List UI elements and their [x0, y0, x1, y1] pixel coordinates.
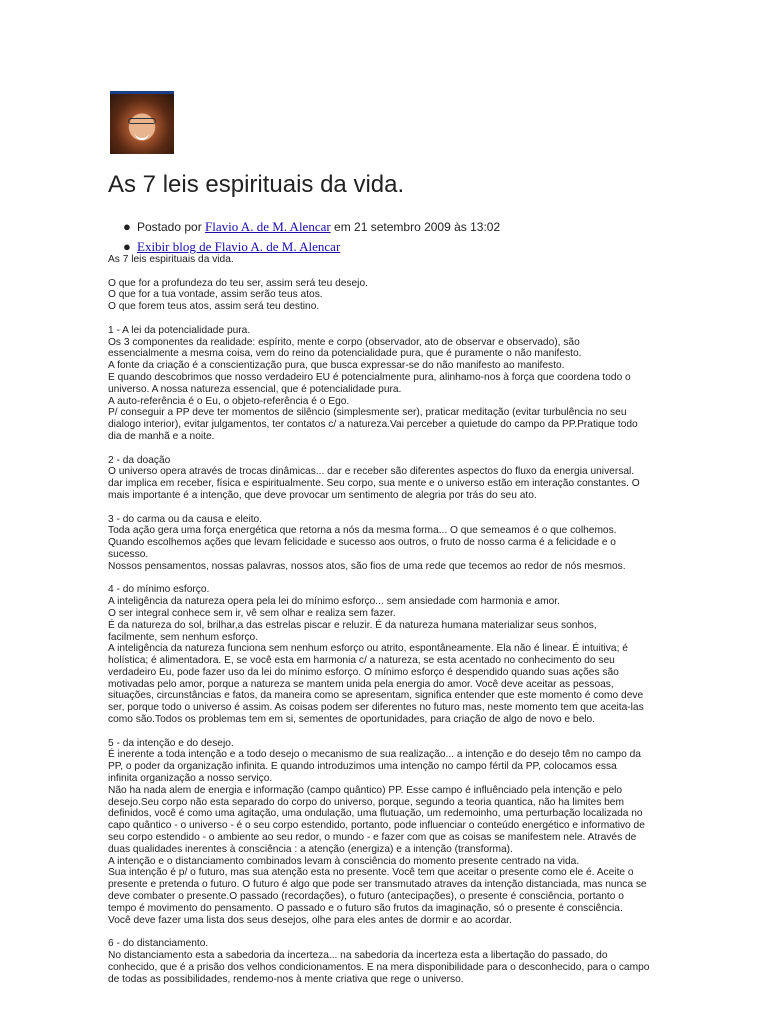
bullet-icon: ●: [123, 239, 131, 254]
bullet-icon: ●: [123, 219, 131, 234]
paragraph-line: sucesso.: [108, 548, 149, 560]
avatar-glasses: [128, 118, 156, 124]
paragraph-line: A intenção e o distanciamento combinados levam à consciência do momento presente centrado na vida.: [108, 855, 580, 867]
paragraph-line: universo. A nossa natureza essencial, que é potencialidade pura.: [108, 383, 402, 395]
paragraph-line: 6 - do distanciamento.: [108, 938, 209, 950]
post-paragraph: [108, 325, 668, 443]
paragraph-line: O ser integral conhece sem ir, vê sem olhar e realiza sem fazer.: [108, 607, 396, 619]
paragraph-line: seu corpo estendido - o ambiente ao seu redor, o mundo - e fazer com que as coisas se manifestem nele. Através de: [108, 832, 637, 844]
posted-date: em 21 setembro 2009 às 13:02: [330, 220, 501, 234]
paragraph-line: O que forem teus atos, assim será teu destino.: [108, 301, 320, 313]
paragraph-line: deve combater o presente.O passado (recordações), o futuro (antecipações), o presente é consciência, portanto o: [108, 891, 624, 903]
paragraph-line: Você deve fazer uma lista dos seus desejos, olhe para eles antes de dormir e ao acordar.: [108, 914, 512, 926]
post-meta: [123, 219, 501, 259]
paragraph-line: Toda ação gera uma força energética que retorna a nós da mesma forma... O que semeamos é o que colhemos.: [108, 525, 617, 537]
author-link[interactable]: Flavio A. de M. Alencar: [205, 219, 331, 234]
paragraph-line: A fonte da criação é a conscientização pura, que busca expressar-se do não manifesto ao manifesto.: [108, 360, 565, 372]
view-blog-link[interactable]: Exibir blog de Flavio A. de M. Alencar: [137, 239, 341, 254]
paragraph-line: Sua intenção é p/ o futuro, mas sua atenção esta no presente. Você tem que aceitar o presente como ele é. Aceite o: [108, 867, 634, 879]
paragraph-line: verdadeiro Eu, pode fazer uso da lei do mínimo esforço. O mínimo esforço é despendido quando suas ações são: [108, 666, 619, 678]
post-body: [108, 254, 668, 997]
paragraph-line: A inteligência da natureza opera pela lei do mínimo esforço... sem ansiedade com harmonia e amor.: [108, 596, 560, 608]
paragraph-line: A auto-referência é o Eu, o objeto-referência é o Ego.: [108, 395, 350, 407]
paragraph-line: conhecido, que é a prisão dos velhos condicionamentos. E na mera disponibilidade para o desconhecido, para o campo: [108, 961, 650, 973]
paragraph-line: 3 - do carma ou da causa e eleito.: [108, 513, 263, 525]
paragraph-line: O universo opera através de trocas dinâmicas... dar e receber são diferentes aspectos do fluxo da energia universal.: [108, 466, 635, 478]
post-paragraph: [108, 455, 668, 502]
paragraph-line: Os 3 componentes da realidade: espírito, mente e corpo (observador, ato de observar e observado), são: [108, 336, 580, 348]
paragraph-line: 4 - do mínimo esforço.: [108, 584, 210, 596]
paragraph-line: As 7 leis espirituais da vida.: [108, 254, 234, 265]
paragraph-line: motivadas pelo amor, porque a natureza se mantem unida pela energia do amor. Você deve aceitar as pessoas,: [108, 678, 614, 690]
paragraph-line: Nossos pensamentos, nossas palavras, nossos atos, são fios de uma rede que tecemos ao redor de nós mesmos.: [108, 560, 626, 572]
paragraph-line: definidos, você é como uma agitação, uma ondulação, uma flutuação, um redemoinho, uma perturbação localizada no: [108, 808, 643, 820]
paragraph-line: duas qualidades inerentes à consciência : a atenção (energiza) e a intenção (transforma).: [108, 843, 513, 855]
paragraph-line: É da natureza do sol, brilhar,a das estrelas piscar e reluzir. É da natureza humana materializar seus sonhos,: [108, 619, 597, 631]
paragraph-line: No distanciamento esta a sabedoria da incerteza... na sabedoria da incerteza esta a libertação do passado, do: [108, 950, 608, 962]
paragraph-line: infinita organização a nosso serviço.: [108, 773, 273, 785]
paragraph-line: capo quântico - o universo - é o seu corpo estendido, portanto, pode influenciar o conteúdo energético e informativo de: [108, 820, 645, 832]
paragraph-line: essencialmente a mesma coisa, vem do reino da potencialidade pura, que é puramente o não manifesto.: [108, 348, 582, 360]
author-avatar[interactable]: [110, 91, 174, 154]
paragraph-line: P/ conseguir a PP deve ter momentos de silêncio (simplesmente ser), praticar meditação (evitar turbulência no seu: [108, 407, 627, 419]
posted-by-item: [123, 219, 501, 239]
paragraph-line: É inerente a toda intenção e a todo desejo o mecanismo de sua realização... a intenção e do desejo têm no campo da: [108, 749, 641, 761]
paragraph-line: ser, porque todo o universo é assim. As coisas podem ser diferentes no futuro mas, neste momento tem que aceita-las: [108, 702, 644, 714]
paragraph-line: E quando descobrimos que nosso verdadeiro EU é potencialmente pura, alinhamo-nos à força que coordena todo o: [108, 371, 631, 383]
paragraph-line: dia de manhã e a noite.: [108, 430, 215, 442]
post-paragraph: [108, 938, 668, 985]
post-paragraph: [108, 738, 668, 927]
post-paragraph: [108, 584, 668, 726]
paragraph-line: O que for a profundeza do teu ser, assim será teu desejo.: [108, 277, 368, 289]
paragraph-line: 2 - da doação: [108, 454, 171, 466]
post-paragraph: [108, 254, 668, 266]
paragraph-line: 5 - da intenção e do desejo.: [108, 737, 234, 749]
paragraph-line: presente e pretenda o futuro. O futuro é algo que pode ser transmutado atraves da intenção distanciada, mas nunca se: [108, 879, 647, 891]
paragraph-line: Quando escolhemos ações que levam felicidade e sucesso aos outros, o fruto de nosso carma é a felicidade e o: [108, 537, 616, 549]
paragraph-line: Não ha nada alem de energia e informação (campo quântico) PP. Esse campo é influênciado pela intenção e pelo: [108, 784, 623, 796]
avatar-smile: [135, 132, 149, 140]
post-paragraph: [108, 278, 668, 313]
paragraph-line: holística; é alimentadora. E, se você esta em harmonia c/ a natureza, se esta acentado no conhecimento do seu: [108, 655, 615, 667]
post-title: As 7 leis espirituais da vida.: [108, 171, 405, 198]
paragraph-line: de todas as possibilidades, rendemo-nos à mente criativa que rege o universo.: [108, 973, 464, 985]
paragraph-line: O que for a tua vontade, assim serão teus atos.: [108, 289, 323, 301]
post-paragraph: [108, 514, 668, 573]
paragraph-line: mais importante é a intenção, que deve provocar um sentimento de alegria por trás do seu ato.: [108, 489, 537, 501]
paragraph-line: dialogo interior), evitar julgamentos, ter contatos c/ a natureza.Vai perceber a quietude do campo da PP.Pratique todo: [108, 419, 638, 431]
paragraph-line: como são.Todos os problemas tem em si, sementes de oportunidades, para criação de algo de novo e belo.: [108, 714, 596, 726]
paragraph-line: PP, o poder da organização infinita. E quando introduzimos uma intenção no campo fértil da PP, colocamos essa: [108, 761, 617, 773]
paragraph-line: dar implica em receber, física e espiritualmente. Seu corpo, sua mente e o universo estão em interação constantes. O: [108, 478, 640, 490]
paragraph-line: 1 - A lei da potencialidade pura.: [108, 324, 251, 336]
paragraph-line: desejo.Seu corpo não esta separado do corpo do universo, porque, segundo a teoria quantica, não ha limites bem: [108, 796, 624, 808]
paragraph-line: facilmente, sem nenhum esforço.: [108, 631, 259, 643]
posted-prefix: Postado por: [137, 220, 206, 234]
paragraph-line: A inteligência da natureza funciona sem nenhum esforço ou atrito, espontâneamente. Ela não é linear. É intuitiva; é: [108, 643, 628, 655]
paragraph-line: situações, circunstâncias e fatos, da maneira como se apresentam, significa entender que este momento é como deve: [108, 690, 644, 702]
paragraph-line: tempo é movimento do pensamento. O passado e o futuro são frutos da imaginação, só o presente é consciência.: [108, 902, 623, 914]
